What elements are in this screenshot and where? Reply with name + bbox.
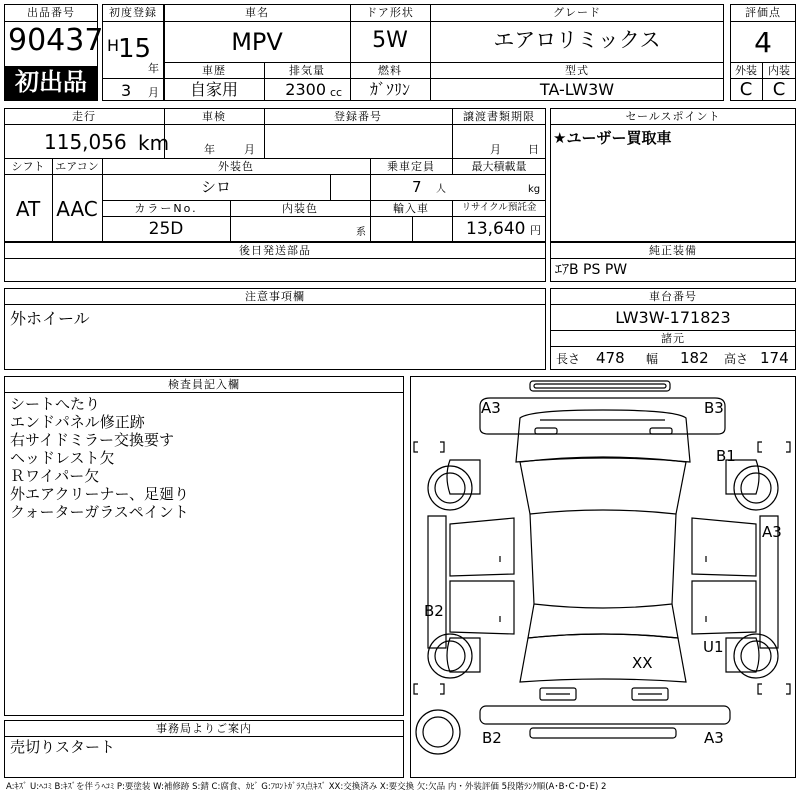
- door-label: ドア形状: [366, 6, 414, 19]
- inspector-line: エンドパネル修正跡: [10, 413, 145, 431]
- max-load-label: 最大積載量: [471, 160, 527, 173]
- fuel-value: ｶﾞｿﾘﾝ: [369, 80, 410, 99]
- recycle-value: 13,640: [466, 219, 526, 239]
- damage-mark-left-rear: B2: [424, 602, 444, 620]
- first-reg-label: 初度登録: [109, 6, 157, 19]
- ext-color-label: 外装色: [218, 160, 254, 173]
- ext-color-value: シロ: [200, 178, 231, 196]
- displacement-label: 排気量: [289, 64, 325, 77]
- displacement-unit: cc: [330, 86, 343, 99]
- damage-mark-front-right: B3: [704, 399, 724, 417]
- inspection-month-unit: 月: [244, 143, 255, 156]
- inspector-line: ヘッドレスト欠: [10, 449, 115, 467]
- model-value: TA-LW3W: [539, 80, 615, 99]
- width-label: 幅: [646, 352, 659, 366]
- length-label: 長さ: [556, 352, 581, 366]
- first-reg-month-unit: 月: [148, 86, 159, 99]
- sales-point-label: セールスポイント: [625, 110, 721, 123]
- aircon-label: エアコン: [55, 160, 99, 173]
- history-value: 自家用: [189, 80, 238, 99]
- mileage-label: 走行: [72, 110, 96, 123]
- score-label: 評価点: [745, 6, 781, 19]
- damage-mark-rear-right: A3: [704, 729, 724, 747]
- fuel-label: 燃料: [378, 64, 402, 77]
- mileage-unit: km: [138, 131, 170, 155]
- lot-label: 出品番号: [27, 6, 75, 19]
- mileage-value: 115,056: [44, 130, 127, 154]
- damage-mark-right-side: A3: [762, 523, 782, 541]
- import-label: 輸入車: [393, 202, 429, 215]
- height-label: 高さ: [724, 352, 749, 366]
- first-reg-month: 3: [121, 81, 132, 100]
- specs-label: 諸元: [661, 332, 685, 345]
- capacity-label: 乗車定員: [387, 160, 435, 173]
- office-value: 売切りスタート: [10, 738, 116, 756]
- height-value: 174: [760, 349, 789, 367]
- detail-box: [4, 108, 546, 242]
- notes-value: 外ホイール: [10, 309, 90, 328]
- ext-grade-label: 外装: [735, 64, 757, 77]
- width-value: 182: [680, 349, 709, 367]
- damage-mark-right-rear: U1: [703, 638, 724, 656]
- int-color-label: 内装色: [282, 202, 318, 215]
- damage-mark-front-left: A3: [481, 399, 501, 417]
- car-diagram: [410, 376, 796, 778]
- shift-label: シフト: [11, 160, 45, 173]
- car-name-value: MPV: [231, 28, 283, 56]
- color-no-value: 25D: [148, 219, 184, 239]
- displacement-value: 2300: [285, 80, 326, 99]
- color-no-label: カラーNo.: [134, 202, 198, 215]
- lot-number: 90437: [8, 23, 104, 58]
- grade-value: エアロリミックス: [493, 28, 661, 52]
- capacity-value: 7: [412, 178, 422, 196]
- ext-grade-value: C: [739, 79, 753, 100]
- damage-mark-rear-left: B2: [482, 729, 502, 747]
- equipment-label: 純正装備: [649, 244, 697, 257]
- damage-legend: A:ｷｽﾞ U:ﾍｺﾐ B:ｷｽﾞを伴うﾍｺﾐ P:要塗装 W:補修跡 S:錆 C:腐食、ｶﾋﾞ G:ﾌﾛﾝﾄｶﾞﾗｽ点ｷｽﾞ XX:交換済み X:要交換 欠:欠品 内・外装評価 5段階ﾗﾝｸ順(A･B･C･D･E) 2: [6, 782, 607, 792]
- int-grade-label: 内装: [768, 64, 790, 77]
- recycle-label: リサイクル預託金: [461, 202, 537, 213]
- notes-label: 注意事項欄: [245, 290, 305, 303]
- later-parts-label: 後日発送部品: [239, 244, 311, 257]
- transfer-month-unit: 月: [490, 143, 501, 156]
- inspector-line: シートへたり: [10, 395, 101, 413]
- inspector-line: Ｒワイパー欠: [10, 467, 100, 485]
- first-reg-year-unit: 年: [148, 62, 159, 75]
- transfer-day-unit: 日: [528, 143, 539, 156]
- transfer-label: 譲渡書類期限: [463, 110, 535, 123]
- first-reg-era: H: [107, 36, 120, 55]
- damage-mark-right-front: B1: [716, 447, 736, 465]
- int-grade-value: C: [772, 79, 786, 100]
- chassis-value: LW3W-171823: [615, 308, 731, 327]
- history-label: 車歴: [202, 64, 226, 77]
- int-color-unit: 系: [356, 227, 366, 238]
- grade-label: グレード: [553, 6, 601, 19]
- inspector-label: 検査員記入欄: [168, 378, 240, 391]
- office-label: 事務局よりご案内: [156, 722, 252, 735]
- inspection-year-unit: 年: [204, 143, 215, 156]
- inspection-label: 車検: [202, 110, 226, 123]
- equipment-value: ｴｱB PS PW: [555, 262, 628, 278]
- first-listing-label: 初出品: [15, 68, 87, 96]
- inspector-line: 外エアクリーナー、足廻り: [10, 485, 189, 503]
- first-reg-year: 15: [118, 34, 152, 64]
- max-load-unit: kg: [528, 184, 541, 195]
- score-value: 4: [754, 26, 772, 59]
- inspector-line: クォーターガラスペイント: [10, 503, 189, 521]
- recycle-unit: 円: [530, 224, 541, 237]
- chassis-label: 車台番号: [649, 290, 697, 303]
- reg-no-label: 登録番号: [334, 110, 382, 123]
- capacity-unit: 人: [436, 184, 446, 195]
- inspector-line: 右サイドミラー交換要す: [10, 431, 174, 449]
- car-name-label: 車名: [245, 6, 269, 19]
- damage-mark-rear-panel: XX: [632, 654, 653, 672]
- model-label: 型式: [565, 64, 589, 77]
- door-value: 5W: [372, 28, 408, 53]
- sales-point-text: ★ユーザー買取車: [553, 129, 672, 147]
- length-value: 478: [596, 349, 625, 367]
- shift-value: AT: [15, 197, 41, 221]
- aircon-value: AAC: [56, 197, 98, 221]
